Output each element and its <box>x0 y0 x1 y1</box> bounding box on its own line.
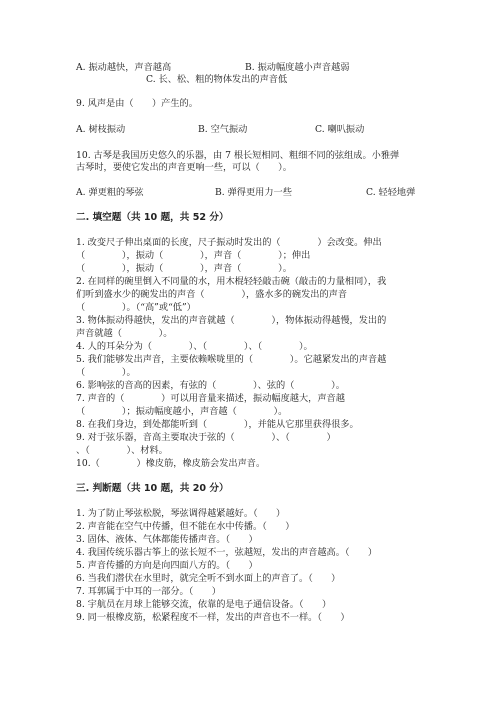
fill-line: （ ）。 <box>76 367 136 378</box>
fill-line: 8. 在我们身边，到处都能听到（ ），并能从它那里获得很多。 <box>76 419 359 430</box>
judge-line: 8. 宇航员在月球上能够交流，依靠的是电子通信设备。（ ） <box>76 599 332 610</box>
question-9-stem: 9. 风声是由（ ）产生的。 <box>76 98 198 109</box>
fill-line: 9. 对于弦乐器，音高主要取决于弦的（ ）、（ ） <box>76 432 336 443</box>
fill-line: 4. 人的耳朵分为（ ）、（ ）、（ ）。 <box>76 341 313 352</box>
fill-line: 6. 影响弦的音高的因素，有弦的（ ）、弦的（ ）。 <box>76 380 345 391</box>
judge-line: 7. 耳郭属于中耳的一部分。（ ） <box>76 586 221 597</box>
question-10-line-1: 10. 古琴是我国历史悠久的乐器，由 7 根长短相同、粗细不同的弦组成。小雅弹 <box>76 150 400 161</box>
question-10-option-c: C. 轻轻地弹 <box>366 187 416 198</box>
question-9-option-a: A. 树枝振动 <box>76 124 126 135</box>
fill-line: （ ），振动（ ），声音（ ）。 <box>76 263 292 274</box>
judge-line: 5. 声音传播的方向是向四面八方的。（ ） <box>76 560 258 571</box>
fill-line: （ ）；振动幅度越小，声音越（ ）。 <box>76 406 288 417</box>
fill-line: 5. 我们能够发出声音，主要依赖喉咙里的（ ）。它越紧发出的声音越 <box>76 354 387 365</box>
fill-line: 们听到盛水少的碗发出的声音（ ），盛水多的碗发出的声音 <box>76 289 348 300</box>
fill-line: 、（ ）、材料。 <box>76 445 168 456</box>
judge-line: 4. 我国传统乐器古筝上的弦长短不一，弦越短，发出的声音越高。（ ） <box>76 547 378 558</box>
fill-line: 2. 在同样的碗里倒入不同量的水，用木棍轻轻敲击碗（敲击的力量相同），我 <box>76 276 387 287</box>
section-2-title: 二. 填空题（共 10 题，共 52 分） <box>76 212 229 223</box>
fill-line: 1. 改变尺子伸出桌面的长度，尺子振动时发出的（ ）会改变。伸出 <box>76 237 382 248</box>
judge-line: 2. 声音能在空气中传播，但不能在水中传播。（ ） <box>76 521 295 532</box>
question-10-line-2: 古琴时，要使它发出的声音更响一些，可以（ ）。 <box>76 162 292 173</box>
fill-line: （ ），振动（ ），声音（ ）；伸出 <box>76 250 311 261</box>
question-9-option-b: B. 空气振动 <box>198 124 248 135</box>
judge-line: 9. 同一根橡皮筋，松紧程度不一样，发出的声音也不一样。（ ） <box>76 612 350 623</box>
section-3-title: 三. 判断题（共 10 题，共 20 分） <box>76 483 229 494</box>
question-10-option-a: A. 弹更粗的琴弦 <box>76 187 144 198</box>
question-9-option-c: C. 喇叭振动 <box>315 124 365 135</box>
option-b: B. 振动幅度越小声音越弱 <box>245 62 350 73</box>
fill-line: 声音就越（ ）。 <box>76 328 173 339</box>
question-10-option-b: B. 弹得更用力一些 <box>215 187 292 198</box>
fill-line: 3. 物体振动得越快，发出的声音就越（ ），物体振动得越慢，发出的 <box>76 315 387 326</box>
judge-line: 3. 固体、液体、气体都能传播声音。（ ） <box>76 534 258 545</box>
option-c: C. 长、松、粗的物体发出的声音低 <box>146 74 288 85</box>
fill-line: 7. 声音的（ ）可以用音量来描述，振动幅度越大，声音越 <box>76 393 345 404</box>
judge-line: 6. 当我们潜伏在水里时，就完全听不到水面上的声音了。（ ） <box>76 573 341 584</box>
option-a: A. 振动越快，声音越高 <box>76 62 172 73</box>
fill-line: （ ）。（“高”或“低”） <box>76 302 196 313</box>
judge-line: 1. 为了防止琴弦松脱，琴弦调得越紧越好。（ ） <box>76 508 286 519</box>
fill-line: 10.（ ）橡皮筋，橡皮筋会发出声音。 <box>76 458 266 469</box>
